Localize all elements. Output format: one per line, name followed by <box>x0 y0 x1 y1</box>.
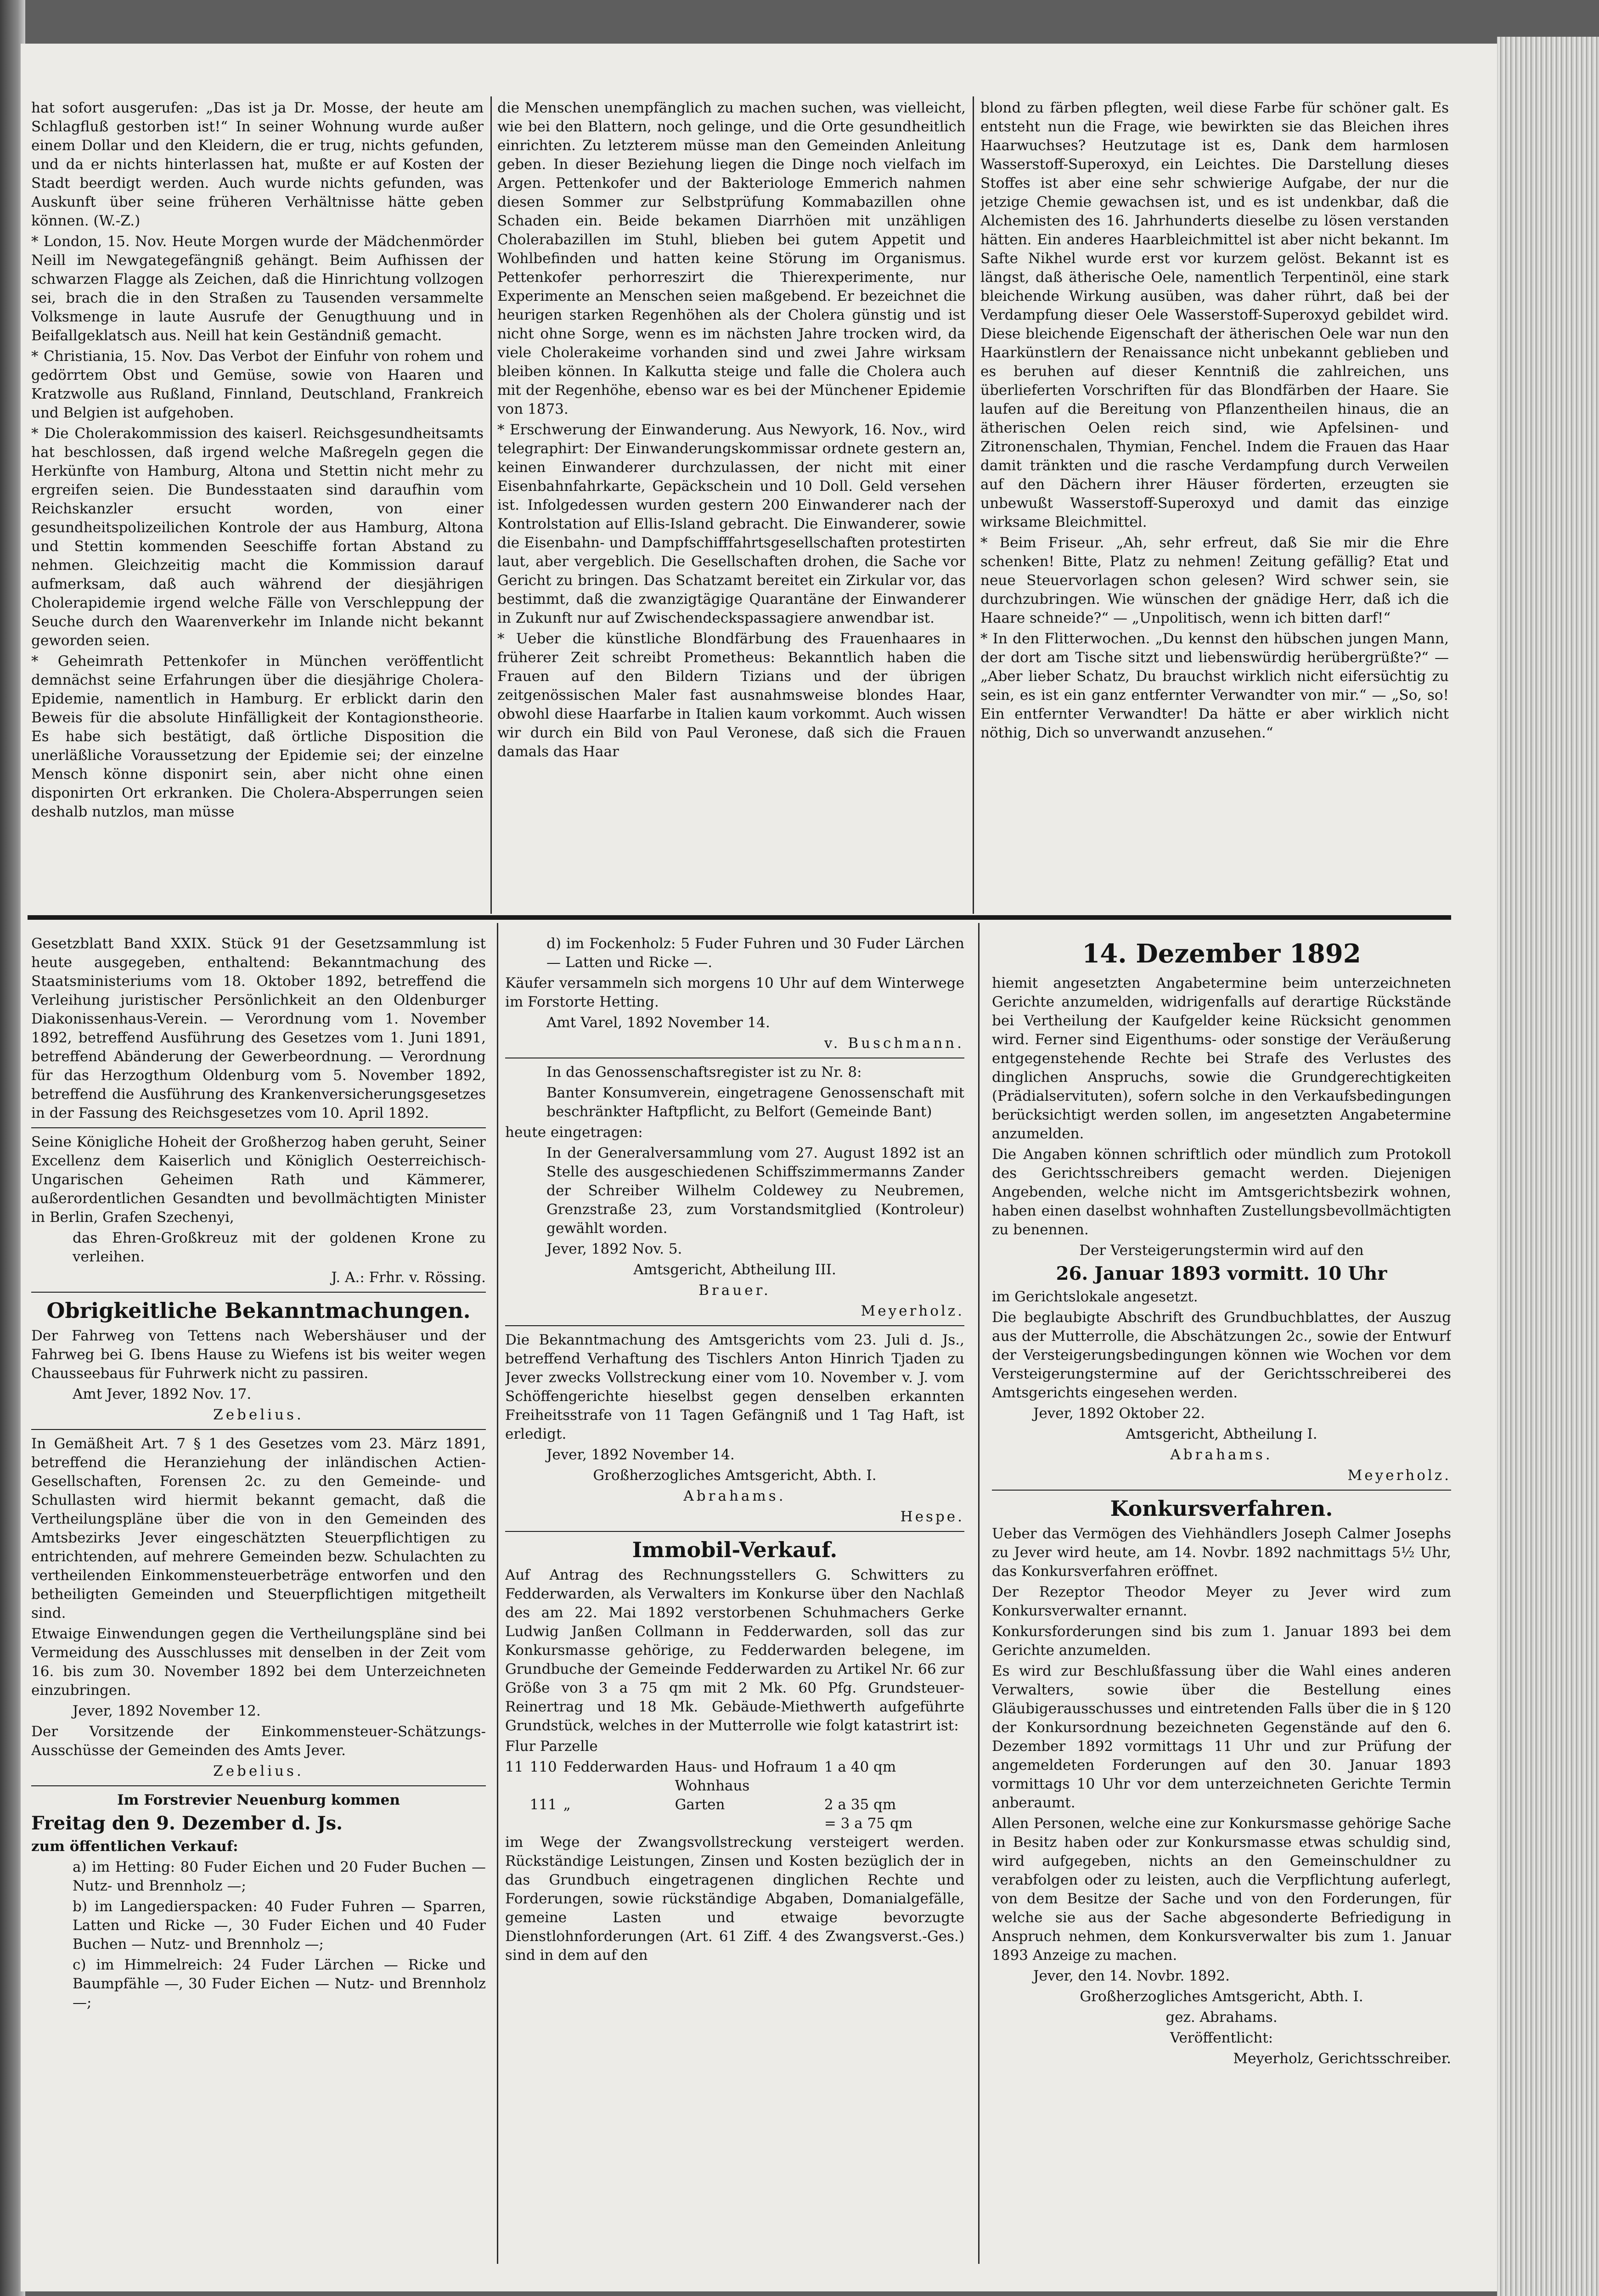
table-cell <box>505 1795 529 1814</box>
table-cell: 1 a 40 qm <box>824 1759 896 1775</box>
column-divider <box>978 923 980 2264</box>
table-row <box>505 1777 919 1795</box>
notice-signature: v. Buschmann. <box>824 1035 964 1052</box>
table-row <box>505 1795 919 1814</box>
divider <box>505 1325 964 1326</box>
notice-signature: Meyerholz. <box>861 1303 964 1319</box>
table-cell <box>563 1814 675 1833</box>
section-heading: Konkursverfahren. <box>1110 1496 1333 1521</box>
notice-signature: Hespe. <box>900 1508 964 1525</box>
article-flitterwochen: * In den Flitterwochen. „Du kennst den hübschen jungen Mann, der dort am Tische sitzt und liebenswürdig herübergrüßte?“ — „Aber lieber Schatz, Du brauchst wirklich nicht eifersüchtig zu sein, es ist ein ganz entfernter Verwandter von mir.“ — „So, so! Ein entfernter Verwandter! Da hätte er aber wirklich nicht nöthig, Dich so unverwandt anzusehen.“ <box>980 630 1449 741</box>
notice-signature: Brauer. <box>698 1282 771 1299</box>
notice-place-date: Jever, 1892 Nov. 5. <box>546 1241 682 1257</box>
divider <box>992 1490 1451 1491</box>
table-cell: 2 a 35 qm <box>824 1796 896 1813</box>
notice-veroeff: Veröffentlicht: <box>1170 2030 1273 2046</box>
table-cell <box>675 1814 824 1833</box>
table-row <box>505 1814 919 1833</box>
notice-versteig-date: 26. Januar 1893 vormitt. 10 Uhr <box>1056 1263 1387 1284</box>
notice-signature: Meyerholz. <box>1347 1467 1451 1484</box>
notice-place-date: Jever, 1892 November 12. <box>73 1703 261 1719</box>
forst-item: c) im Himmelreich: 24 Fuder Lärchen — Ricke und Baumpfähle —, 30 Fuder Eichen — Nutz- und Brennholz —; <box>73 1957 486 2011</box>
section-heading: Immobil-Verkauf. <box>632 1537 838 1562</box>
forst-date: Freitag den 9. Dezember d. Js. <box>31 1812 343 1834</box>
bottom-column-3 <box>992 934 1451 2262</box>
notice-court: Amtsgericht, Abtheilung III. <box>633 1261 836 1278</box>
table-cell <box>824 1777 919 1795</box>
notice-gemaessheit: In Gemäßheit Art. 7 § 1 des Gesetzes vom 23. März 1891, betreffend die Heranziehung der inländischen Actien-Gesellschaften, Forensen 2c. zu den Gemeinde- und Schullasten wird hiermit bekannt gemacht, daß die Vertheilungspläne über die von in den Gemeinden des Amtsbezirks Jever eingeschätzten Steuerpflichtigen zu entrichtenden, auf mehrere Gemeinden bezw. Schulachten zu vertheilenden Einkommensteuerbeträge entworfen und den betheiligten Gemeinden und Steuerpflichtigen mitgetheilt sind. <box>31 1435 486 1621</box>
table-cell <box>529 1814 563 1833</box>
notice-signature: Abrahams. <box>1170 1446 1273 1463</box>
notice-genossen-detail: In der Generalversammlung vom 27. August 1892 ist an Stelle des ausgeschiedenen Schiffszimmermanns Zander der Schreiber Wilhelm Coldewey zu Neubremen, Grenzstraße 23, zum Vorstandsmitglied (Kontroleur) gewählt worden. <box>546 1145 964 1237</box>
article-paragraph: hat sofort ausgerufen: „Das ist ja Dr. Mosse, der heute am Schlagfluß gestorben ist!“ In seiner Wohnung wurde außer einem Dollar und den Kleidern, die er trug, nichts gefunden, und da er nichts hinterlassen hat, mußte er auf Kosten der Stadt beerdigt werden. Auch wurde nichts gefunden, was Auskunft über seine früheren Verhältnisse hätte geben können. (W.-Z.) <box>31 100 484 229</box>
table-cell <box>505 1777 529 1795</box>
notice-immobil: Auf Antrag des Rechnungsstellers G. Schwitters zu Fedderwarden, als Verwalters im Konkurse über den Nachlaß des am 22. Mai 1892 verstorbenen Schuhmachers Gerke Ludwig Janßen Collmann in Fedderwarden, soll das zur Konkursmasse gehörige, zu Fedderwarden belegene, im Grundbuche der Gemeinde Fedderwarden zu Artikel Nr. 66 zur Größe von 3 a 75 qm mit 2 Mk. 60 Pfg. Grundsteuer-Reinertrag und 18 Mk. Gebäude-Miethwerth aufgeführte Grundstück, welches in der Mutterrolle wie folgt katastrirt ist: <box>505 1567 964 1734</box>
article-einwanderung: * Erschwerung der Einwanderung. Aus Newyork, 16. Nov., wird telegraphirt: Der Einwanderungskommissar ordnete gestern an, keinen Einwanderer durchzulassen, der nicht mit einer Eisenbahnfahrkarte, Gepäckschein und 10 Doll. Geld versehen ist. Infolgedessen wurden gestern 200 Einwanderer nach der Kontrolstation auf Ellis-Island gebracht. Die Einwanderer, sowie die Eisenbahn- und Dampfschifffahrtsgesellschaften protestirten laut, aber vergeblich. Die Gesellschaften drohen, die Sache vor Gericht zu bringen. Das Schatzamt bereitet ein Zirkular vor, das bestimmt, daß die zwanzigtägige Quarantäne der Einwanderer in Zukunft nur auf Zwischendeckspassagiere anwendbar ist. <box>497 422 966 626</box>
notice-angabe: hiemit angesetzten Angabetermine beim unterzeichneten Gerichte anzumelden, widrigenfalls auf derartige Rückstände bei Vertheilung der Kaufgelder keine Rücksicht genommen wird. Ferner sind Eigenthums- oder sonstige der Veräußerung entgegenstehende Rechte bei Strafe des Verlustes des dinglichen Anspruchs, sowie die Grundgerechtigkeiten (Prädialservituten), sofern solche in den Verkaufsbedingungen berücksichtigt werden sollen, im angesetzten Angabetermine anzumelden. <box>992 975 1451 1142</box>
notice-court: Großherzogliches Amtsgericht, Abth. I. <box>1080 1988 1363 2005</box>
notice-place-date: Amt Jever, 1892 Nov. 17. <box>73 1386 252 1402</box>
article-paragraph: blond zu färben pflegten, weil diese Farbe für schöner galt. Es entsteht nun die Frage, wie bewirkten sie das Bleichen ihres Haarwuchses? Heutzutage ist es, Dank dem harmlosen Wasserstoff-Superoxyd, ein Leichtes. Die Darstellung dieses Stoffes ist aber eine sehr schwierige Aufgabe, der nur die jetzige Chemie gewachsen ist, und es ist undenkbar, daß die Alchemisten des 16. Jahrhunderts dieselbe zu lösen verstanden hätten. Ein anderes Haarbleichmittel ist aber nicht bekannt. Im Safte Nikhel wurde erst vor kurzem gelöst. Bekannt ist es längst, daß ätherische Oele, namentlich Terpentinöl, eine stark bleichende Wirkung ausüben, was daher rührt, daß bei der Verdampfung dieser Oele Wasserstoff-Superoxyd gebildet wird. Diese bleichende Eigenschaft der ätherischen Oele war nun den Haarkünstlern der Renaissance nicht unbekannt geblieben und es beruhen auf dieser Kenntniß die zahlreichen, uns überlieferten Vorschriften für das Blondfärben der Haare. Sie laufen auf die Bereitung von Pflanzentheilen hinaus, die an ätherischen Oelen reich sind, wie Apfelsinen- und Zitronenschalen, Thymian, Fenchel. Indem die Frauen das Haar damit tränkten und die rasche Verdampfung durch Verweilen auf den Dächern ihrer Häuser förderten, erzeugten sie unbewußt Wasserstoff-Superoxyd und damit das einzige wirksame Bleichmittel. <box>980 100 1449 530</box>
notice-kaeufer: Käufer versammeln sich morgens 10 Uhr auf dem Winterwege im Forstorte Hetting. <box>505 975 964 1010</box>
bottom-column-2 <box>505 934 964 2262</box>
table-cell <box>563 1777 675 1795</box>
table-cell <box>505 1814 529 1833</box>
notice-court: Amtsgericht, Abtheilung I. <box>1126 1426 1317 1442</box>
notice-angaben: Die Angaben können schriftlich oder mündlich zum Protokoll des Gerichtsschreibers gemacht werden. Diejenigen Angebenden, welche nicht im Amtsgerichtsbezirk wohnen, haben einen daselbst wohnhaften Zustellungsbevollmächtigten zu benennen. <box>992 1146 1451 1238</box>
column-divider <box>497 923 498 2264</box>
notice-versteig: Der Versteigerungstermin wird auf den <box>1079 1242 1364 1259</box>
forst-item: a) im Hetting: 80 Fuder Eichen und 20 Fuder Buchen — Nutz- und Brennholz —; <box>73 1859 486 1894</box>
table-cell: Wohnhaus <box>675 1778 750 1794</box>
notice-signature: Zebelius. <box>213 1407 304 1423</box>
forst-heading: Im Forstrevier Neuenburg kommen <box>117 1792 400 1808</box>
notice-gerichtslokale: im Gerichtslokale angesetzt. <box>992 1289 1198 1305</box>
notice-place-date: Jever, den 14. Novbr. 1892. <box>1033 1968 1230 1984</box>
top-column-2 <box>497 99 966 912</box>
divider <box>31 1127 486 1128</box>
table-cell <box>529 1777 563 1795</box>
forst-item: b) im Langedierspacken: 40 Fuder Fuhren — Sparren, Latten und Ricke —, 30 Fuder Eichen und 40 Fuder Buchen — Nutz- und Brennholz —; <box>73 1898 486 1953</box>
section-rule <box>28 915 1451 920</box>
notice-place-date: Amt Varel, 1892 November 14. <box>546 1014 770 1031</box>
notice-genossen-body: Banter Konsumverein, eingetragene Genossenschaft mit beschränkter Haftpflicht, zu Belfort (Gemeinde Bant) <box>546 1085 964 1120</box>
divider <box>505 1531 964 1532</box>
article-christiania: * Christiania, 15. Nov. Das Verbot der Einfuhr von rohem und gedörrtem Obst und Gemüse, sowie von Haaren und Kratzwolle aus Rußland, Finnland, Deutschland, Frankreich und Belgien ist aufgehoben. <box>31 348 484 421</box>
table-cell: 11 <box>505 1759 524 1775</box>
table-cell: 110 <box>529 1759 557 1775</box>
notice-verhaftung: Die Bekanntmachung des Amtsgerichts vom 23. Juli d. Js., betreffend Verhaftung des Tischlers Anton Hinrich Tjaden zu Jever zwecks Vollstreckung einer vom 10. November v. J. vom Schöffengerichte hieselbst gegen denselben erkannten Freiheitsstrafe von 11 Tagen Gefängniß und 1 Tag Haft, ist erledigt. <box>505 1332 964 1442</box>
notice-signature: J. A.: Frhr. v. Rössing. <box>331 1269 486 1286</box>
notice-fahrweg: Der Fahrweg von Tettens nach Webershäuser und der Fahrweg bei G. Ibens Hause zu Wiefens ist bis weiter wegen Chausseebaus für Fuhrwerk nicht zu passiren. <box>31 1328 486 1382</box>
bottom-column-1 <box>31 934 486 2262</box>
notice-einwendungen: Etwaige Einwendungen gegen die Vertheilungspläne sind bei Vermeidung des Ausschlusses mit denselben in der Zeit vom 16. bis zum 30. November 1892 bei dem Unterzeichneten einzubringen. <box>31 1626 486 1699</box>
article-london: * London, 15. Nov. Heute Morgen wurde der Mädchenmörder Neill im Newgategefängniß gehängt. Beim Aufhissen der schwarzen Flagge als Zeichen, daß die Hinrichtung vollzogen sei, brach die in den Straßen zu Tausenden versammelte Volksmenge in laute Ausrufe der Genugthuung und in Beifallgeklatsch aus. Neill hat kein Geständniß gemacht. <box>31 233 484 344</box>
notice-genossen: In das Genossenschaftsregister ist zu Nr. 8: <box>546 1064 862 1080</box>
notice-abschrift: Die beglaubigte Abschrift des Grundbuchblattes, der Auszug aus der Mutterrolle, die Abschätzungen 2c., sowie der Entwurf der Versteigerungsbedingungen können wie Wochen vor dem Versteigerungstermine auf der Gerichtsschreiberei des Amtsgerichts eingesehen werden. <box>992 1309 1451 1401</box>
table-cell: 111 <box>529 1796 557 1813</box>
notice-zwang: im Wege der Zwangsvollstreckung versteigert werden. Rückständige Leistungen, Zinsen und Kosten bezüglich der in das Grundbuch eingetragenen dinglichen Rechte und Forderungen, sowie rückständige Abgaben, Domanialgefälle, gemeine Lasten und etwaige bevorzugte Dienstlohnforderungen (Art. 61 Ziff. 4 des Zwangsverst.-Ges.) sind in dem auf den <box>505 1834 964 1964</box>
notice-signature: Abrahams. <box>683 1488 786 1504</box>
date-heading: 14. Dezember 1892 <box>1082 939 1361 969</box>
notice-heute: heute eingetragen: <box>505 1124 643 1141</box>
notice-court: Großherzogliches Amtsgericht, Abth. I. <box>593 1467 877 1484</box>
top-column-1 <box>31 99 484 912</box>
notice-konkurs: Ueber das Vermögen des Viehhändlers Joseph Calmer Josephs zu Jever wird heute, am 14. Novbr. 1892 nachmittags 5½ Uhr, das Konkursverfahren eröffnet. <box>992 1525 1451 1580</box>
notice-beschluss: Es wird zur Beschlußfassung über die Wahl eines anderen Verwalters, sowie über die Bestellung eines Gläubigerausschusses und eintretenden Falls über die in § 120 der Konkursordnung bezeichneten Gegenstände auf den 6. Dezember 1892 vormittags 11 Uhr und zur Prüfung der angemeldeten Forderungen auf den 30. Januar 1893 vormittags 10 Uhr vor dem unterzeichneten Gerichte Termin anberaumt. <box>992 1663 1451 1811</box>
flur-header: Flur Parzelle <box>505 1738 598 1755</box>
notice-rezeptor: Der Rezeptor Theodor Meyer zu Jever wird zum Konkursverwalter ernannt. <box>992 1584 1451 1619</box>
notice-signature: gez. Abrahams. <box>1165 2009 1278 2026</box>
section-heading: Obrigkeitliche Bekanntmachungen. <box>46 1298 471 1323</box>
top-column-3 <box>980 99 1449 912</box>
notice-allen: Allen Personen, welche eine zur Konkursmasse gehörige Sache in Besitz haben oder zur Konkursmasse etwas schuldig sind, wird aufgegeben, nichts an den Gemeinschuldner zu verabfolgen oder zu leisten, auch die Verpflichtung auferlegt, von dem Besitze der Sache und von den Forderungen, für welche sie aus der Sache abgesonderte Befriedigung in Anspruch nehmen, dem Konkursverwalter bis zum 1. Januar 1893 Anzeige zu machen. <box>992 1815 1451 1964</box>
page-edges <box>1497 37 1599 2296</box>
notice-place-date: Jever, 1892 Oktober 22. <box>1033 1405 1205 1422</box>
article-cholerakommission: * Die Cholerakommission des kaiserl. Reichsgesundheitsamts hat beschlossen, daß irgend welche Maßregeln gegen die Herkünfte von Hamburg, Altona und Stettin nicht mehr zu ergreifen seien. Die Bundesstaaten sind daraufhin vom Reichskanzler ersucht worden, von einer gesundheitspolizeilichen Kontrole der aus Hamburg, Altona und Stettin kommenden Seeschiffe fortan Abstand zu nehmen. Gleichzeitig macht die Kommission darauf aufmerksam, daß auch während der diesjährigen Cholerapidemie irgend welche Fälle von Verschleppung der Seuche durch den Waarenverkehr im Inlande nicht bekannt geworden seien. <box>31 425 484 649</box>
notice-place-date: Jever, 1892 November 14. <box>546 1446 735 1463</box>
article-blondfaerbung: * Ueber die künstliche Blondfärbung des Frauenhaares in früherer Zeit schreibt Prometheus: Bekanntlich haben die Frauen auf den Bildern Tizians und der übrigen zeitgenössischen Maler fast ausnahmsweise blondes Haar, obwohl diese Haarfarbe in Italien kaum vorkommt. Auch wissen wir durch ein Bild von Paul Veronese, daß sich die Frauen damals das Haar <box>497 630 966 760</box>
table-row <box>505 1758 919 1777</box>
table-cell: Garten <box>675 1796 725 1813</box>
notice-signature: Meyerholz, Gerichtsschreiber. <box>1233 2050 1451 2067</box>
notice-grossherzog: Seine Königliche Hoheit der Großherzog haben geruht, Seiner Excellenz dem Kaiserlich und Königlich Oesterreichisch-Ungarischen Geheimen Rath und Kämmerer, außerordentlichen Gesandten und bevollmächtigten Minister in Berlin, Grafen Szechenyi, <box>31 1134 486 1226</box>
notice-signature: Zebelius. <box>213 1763 304 1779</box>
article-pettenkofer: * Geheimrath Pettenkofer in München veröffentlicht demnächst seine Erfahrungen über die diesjährige Cholera-Epidemie, namentlich in Hamburg. Er erblickt darin den Beweis für die absolute Hinfälligkeit der Kontagionstheorie. Es habe sich bestätigt, daß örtliche Disposition die unerläßliche Voraussetzung der Epidemie sei; der einzelne Mensch könne disponirt sein, aber nicht ohne einen disponirten Ort erkranken. Die Cholera-Absperrungen seien deshalb nutzlos, man müsse <box>31 653 484 820</box>
divider <box>31 1292 486 1293</box>
table-cell: „ <box>563 1796 571 1813</box>
notice-signature-line: Der Vorsitzende der Einkommensteuer-Schätzungs-Ausschüsse der Gemeinden des Amts Jever. <box>31 1723 486 1759</box>
divider <box>31 1429 486 1430</box>
forst-subheading: zum öffentlichen Verkauf: <box>31 1838 238 1855</box>
table-cell: = 3 a 75 qm <box>824 1815 913 1832</box>
article-paragraph: die Menschen unempfänglich zu machen suchen, was vielleicht, wie bei den Blattern, noch gelinge, und die Orte gesundheitlich einrichten. Zu letzterem müsse man den Gemeinden Anleitung geben. In dieser Beziehung liegen die Dinge noch vielfach im Argen. Pettenkofer und der Bakteriologe Emmerich nahmen diesen Sommer zur Selbstprüfung Kommabazillen ohne Schaden ein. Beide bekamen Diarrhöen mit unzähligen Cholerabazillen im Stuhl, blieben bei gutem Appetit und Wohlbefinden und hatten keine Störung im Organismus. Pettenkofer perhorreszirt die Thierexperimente, nur Experimente an Menschen seien maßgebend. Er bezeichnet die heurigen starken Regenhöhen als der Cholera günstig und ist nicht ohne Sorge, wenn es im nächsten Jahre trocken wird, da viele Cholerakeime vorhanden sind und zwei Jahre wirksam bleiben können. In Kalkutta steige und falle die Cholera auch mit der Regenhöhe, ebenso war es bei der Münchener Epidemie von 1873. <box>497 100 966 417</box>
notice-forderungen: Konkursforderungen sind bis zum 1. Januar 1893 bei dem Gerichte anzumelden. <box>992 1623 1451 1659</box>
table-cell: Haus- und Hofraum <box>675 1759 818 1775</box>
article-friseur: * Beim Friseur. „Ah, sehr erfreut, daß Sie mir die Ehre schenken! Bitte, Platz zu nehmen! Zeitung gefällig? Etat und neue Steuervorlagen schon gelesen? Wird schwer sein, sie durchzubringen. Wie wünschen der gnädige Herr, daß ich die Haare schneide?“ — „Unpolitisch, wenn ich bitten darf!“ <box>980 535 1449 626</box>
flur-table <box>505 1758 919 1833</box>
divider <box>31 1785 486 1786</box>
notice-grossherzog-end: das Ehren-Großkreuz mit der goldenen Krone zu verleihen. <box>73 1230 486 1265</box>
forst-item: d) im Fockenholz: 5 Fuder Fuhren und 30 Fuder Lärchen — Latten und Ricke —. <box>546 935 964 971</box>
column-divider <box>490 96 492 914</box>
column-divider <box>973 96 974 914</box>
table-cell: Fedderwarden <box>563 1759 669 1775</box>
notice-gesetzblatt: Gesetzblatt Band XXIX. Stück 91 der Gesetzsammlung ist heute ausgegeben, enthaltend: Bekanntmachung des Staatsministeriums vom 18. Oktober 1892, betreffend die Verleihung juristischer Persönlichkeit an den Oldenburger Diakonissenhaus-Verein. — Verordnung vom 1. November 1892, betreffend Ausführung des Gesetzes vom 1. Juni 1891, betreffend Abänderung der Gewerbeordnung. — Verordnung für das Herzogthum Oldenburg vom 5. November 1892, betreffend die Ausführung des Krankenversicherungsgesetzes in der Fassung des Reichsgesetzes vom 10. April 1892. <box>31 935 486 1121</box>
